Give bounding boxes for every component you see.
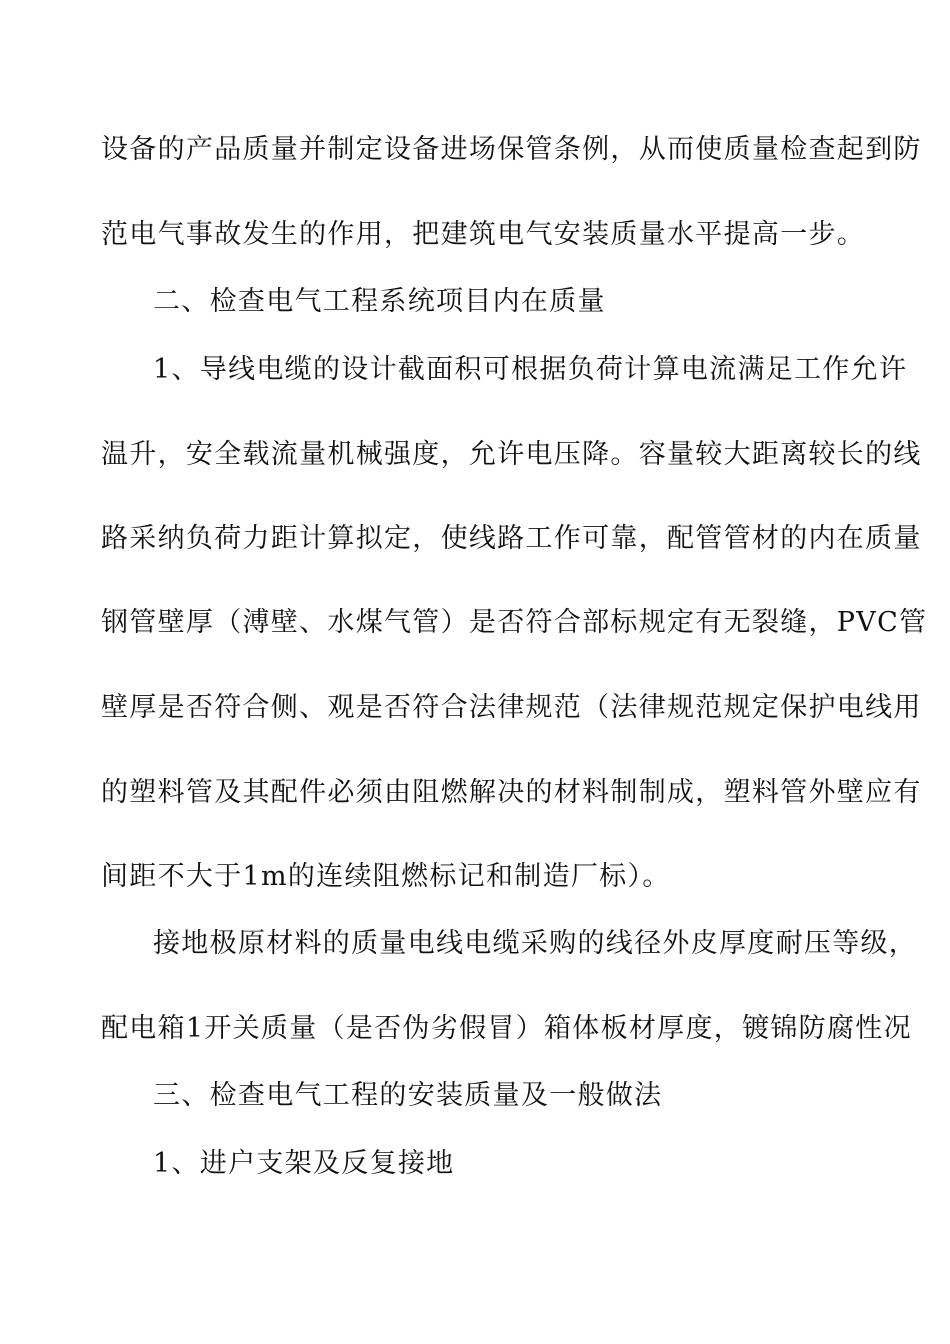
text-line: 钢管壁厚（溥壁、水煤气管）是否符合部标规定有无裂缝，PVC管	[101, 607, 928, 638]
text-line: 接地极原材料的质量电线电缆采购的线径外皮厚度耐压等级，	[153, 928, 918, 959]
text-line: 配电箱1开关质量（是否伪劣假冒）箱体板材厚度，镀锦防腐性况	[101, 1013, 912, 1044]
section-heading: 三、检查电气工程的安装质量及一般做法	[153, 1080, 663, 1111]
section-heading: 二、检查电气工程系统项目内在质量	[153, 286, 606, 317]
text-line: 路采纳负荷力距计算拟定，使线路工作可靠，配管管材的内在质量	[101, 523, 922, 554]
subsection-heading: 1、进户支架及反复接地	[153, 1148, 455, 1179]
text-line: 的塑料管及其配件必须由阻燃解决的材料制制成，塑料管外壁应有	[101, 777, 922, 808]
text-line: 范电气事故发生的作用，把建筑电气安装质量水平提高一步。	[101, 219, 866, 250]
text-line: 设备的产品质量并制定设备进场保管条例，从而使质量检查起到防	[101, 134, 922, 165]
text-line: 间距不大于1m的连续阻燃标记和制造厂标）。	[101, 861, 671, 892]
text-line: 1、导线电缆的设计截面积可根据负荷计算电流满足工作允许	[153, 354, 908, 385]
text-line: 温升，安全载流量机械强度，允许电压降。容量较大距离较长的线	[101, 439, 922, 470]
text-line: 壁厚是否符合侧、观是否符合法律规范（法律规范规定保护电线用	[101, 692, 922, 723]
